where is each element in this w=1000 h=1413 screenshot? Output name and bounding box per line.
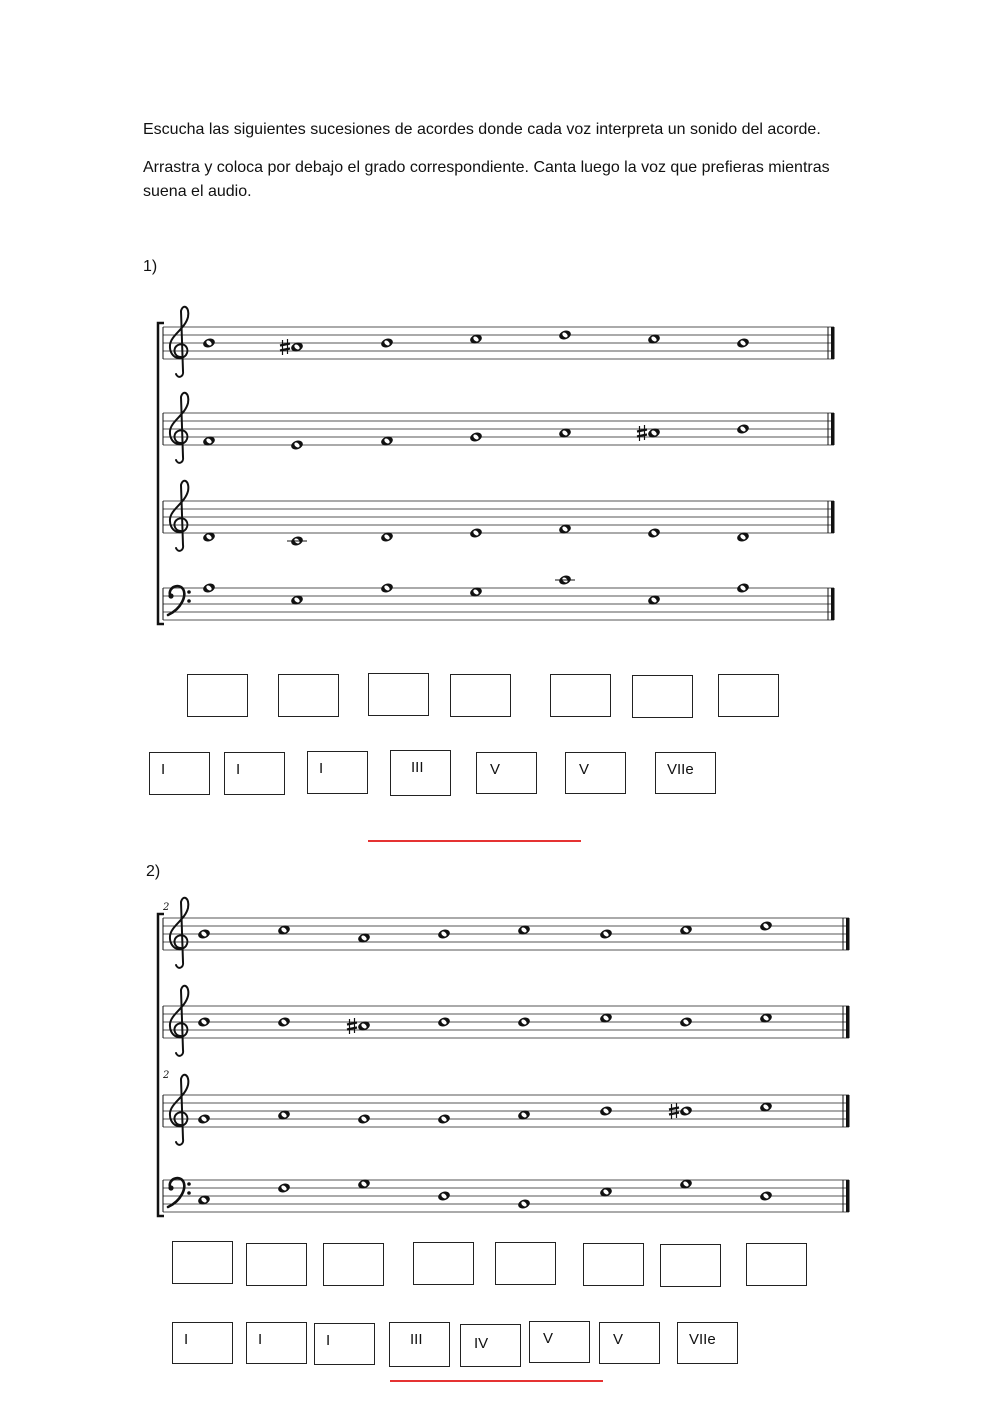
exercise-2-label: 2) — [146, 863, 161, 880]
whole-note — [277, 1182, 291, 1194]
whole-note — [759, 1190, 773, 1202]
chord-option-chip[interactable]: I — [172, 1322, 233, 1364]
chord-option-chip[interactable]: III — [390, 750, 451, 796]
staff — [163, 393, 835, 463]
whole-note — [736, 423, 750, 435]
chord-option-chip[interactable]: I — [307, 751, 368, 794]
chord-option-chip[interactable]: V — [476, 752, 537, 794]
chord-option-chip[interactable]: IV — [460, 1324, 521, 1367]
whole-note — [197, 1016, 211, 1028]
treble-clef-icon — [170, 481, 188, 551]
instruction-line-2: Arrastra y coloca por debajo el grado correspondiente. Canta luego la voz que prefieras mientras suena el audio. — [143, 159, 830, 200]
whole-note — [437, 928, 451, 940]
section-divider — [390, 1380, 603, 1382]
chord-option-chip[interactable]: I — [314, 1323, 375, 1365]
system-bracket — [158, 914, 164, 1216]
whole-note — [202, 337, 216, 349]
final-barline — [831, 413, 835, 445]
whole-note — [290, 439, 304, 451]
whole-note — [380, 337, 394, 349]
whole-note — [469, 431, 483, 443]
whole-note — [517, 1198, 531, 1210]
sharp-icon — [280, 339, 290, 355]
treble-clef-icon — [170, 986, 188, 1056]
staff — [163, 574, 835, 620]
answer-slot[interactable] — [368, 673, 429, 716]
whole-note — [197, 928, 211, 940]
staff — [163, 1075, 850, 1145]
final-barline — [846, 1095, 850, 1127]
whole-note — [736, 582, 750, 594]
whole-note — [287, 535, 307, 547]
chord-option-chip[interactable]: V — [529, 1321, 590, 1363]
answer-slot[interactable] — [172, 1241, 233, 1284]
whole-note — [437, 1016, 451, 1028]
treble-clef-icon — [170, 307, 188, 377]
exercise-1-label: 1) — [143, 258, 158, 275]
whole-note — [357, 1113, 371, 1125]
chord-option-chip[interactable]: V — [565, 752, 626, 794]
whole-note — [437, 1113, 451, 1125]
sharp-icon — [637, 425, 647, 441]
chord-option-chip[interactable]: V — [599, 1322, 660, 1364]
answer-slot[interactable] — [583, 1243, 644, 1286]
whole-note — [517, 1016, 531, 1028]
answer-slot[interactable] — [450, 674, 511, 717]
whole-note — [202, 582, 216, 594]
answer-slot[interactable] — [278, 674, 339, 717]
measure-number-lower: 2 — [163, 1070, 170, 1081]
answer-slot[interactable] — [187, 674, 248, 717]
measure-number: 2 — [163, 902, 170, 913]
staff — [163, 898, 850, 968]
whole-note — [637, 425, 661, 441]
final-barline — [831, 327, 835, 359]
staff — [163, 481, 835, 551]
whole-note — [558, 329, 572, 341]
final-barline — [831, 588, 835, 620]
answer-slot[interactable] — [550, 674, 611, 717]
whole-note — [599, 1105, 613, 1117]
whole-note — [469, 527, 483, 539]
chord-option-chip[interactable]: VIIe — [655, 752, 716, 794]
answer-slot[interactable] — [495, 1242, 556, 1285]
chord-option-chip[interactable]: I — [224, 752, 285, 795]
final-barline — [831, 501, 835, 533]
whole-note — [599, 928, 613, 940]
answer-slot[interactable] — [413, 1242, 474, 1285]
system-bracket — [158, 323, 164, 624]
answer-slot[interactable] — [323, 1243, 384, 1286]
staff — [163, 986, 850, 1056]
whole-note — [197, 1113, 211, 1125]
treble-clef-icon — [170, 393, 188, 463]
whole-note — [736, 337, 750, 349]
chord-option-chip[interactable]: VIIe — [677, 1322, 738, 1364]
whole-note — [555, 574, 575, 586]
whole-note — [380, 582, 394, 594]
chord-option-chip[interactable]: I — [149, 752, 210, 795]
final-barline — [846, 918, 850, 950]
bass-clef-icon — [168, 586, 191, 615]
chord-option-chip[interactable]: III — [389, 1322, 450, 1367]
whole-note — [280, 339, 304, 355]
staff — [163, 1178, 850, 1212]
whole-note — [277, 1016, 291, 1028]
whole-note — [679, 1016, 693, 1028]
whole-note — [759, 920, 773, 932]
answer-slot[interactable] — [632, 675, 693, 718]
treble-clef-icon — [170, 898, 188, 968]
whole-note — [647, 527, 661, 539]
final-barline — [846, 1006, 850, 1038]
chord-option-chip[interactable]: I — [246, 1322, 307, 1364]
final-barline — [846, 1180, 850, 1212]
whole-note — [347, 1018, 371, 1034]
sharp-icon — [347, 1018, 357, 1034]
instruction-line-1: Escucha las siguientes sucesiones de acordes donde cada voz interpreta un sonido del acorde. — [143, 121, 821, 138]
staff — [163, 307, 835, 377]
section-divider — [368, 840, 581, 842]
answer-slot[interactable] — [746, 1243, 807, 1286]
whole-note — [437, 1190, 451, 1202]
treble-clef-icon — [170, 1075, 188, 1145]
bass-clef-icon — [168, 1178, 191, 1207]
answer-slot[interactable] — [660, 1244, 721, 1287]
answer-slot[interactable] — [246, 1243, 307, 1286]
answer-slot[interactable] — [718, 674, 779, 717]
